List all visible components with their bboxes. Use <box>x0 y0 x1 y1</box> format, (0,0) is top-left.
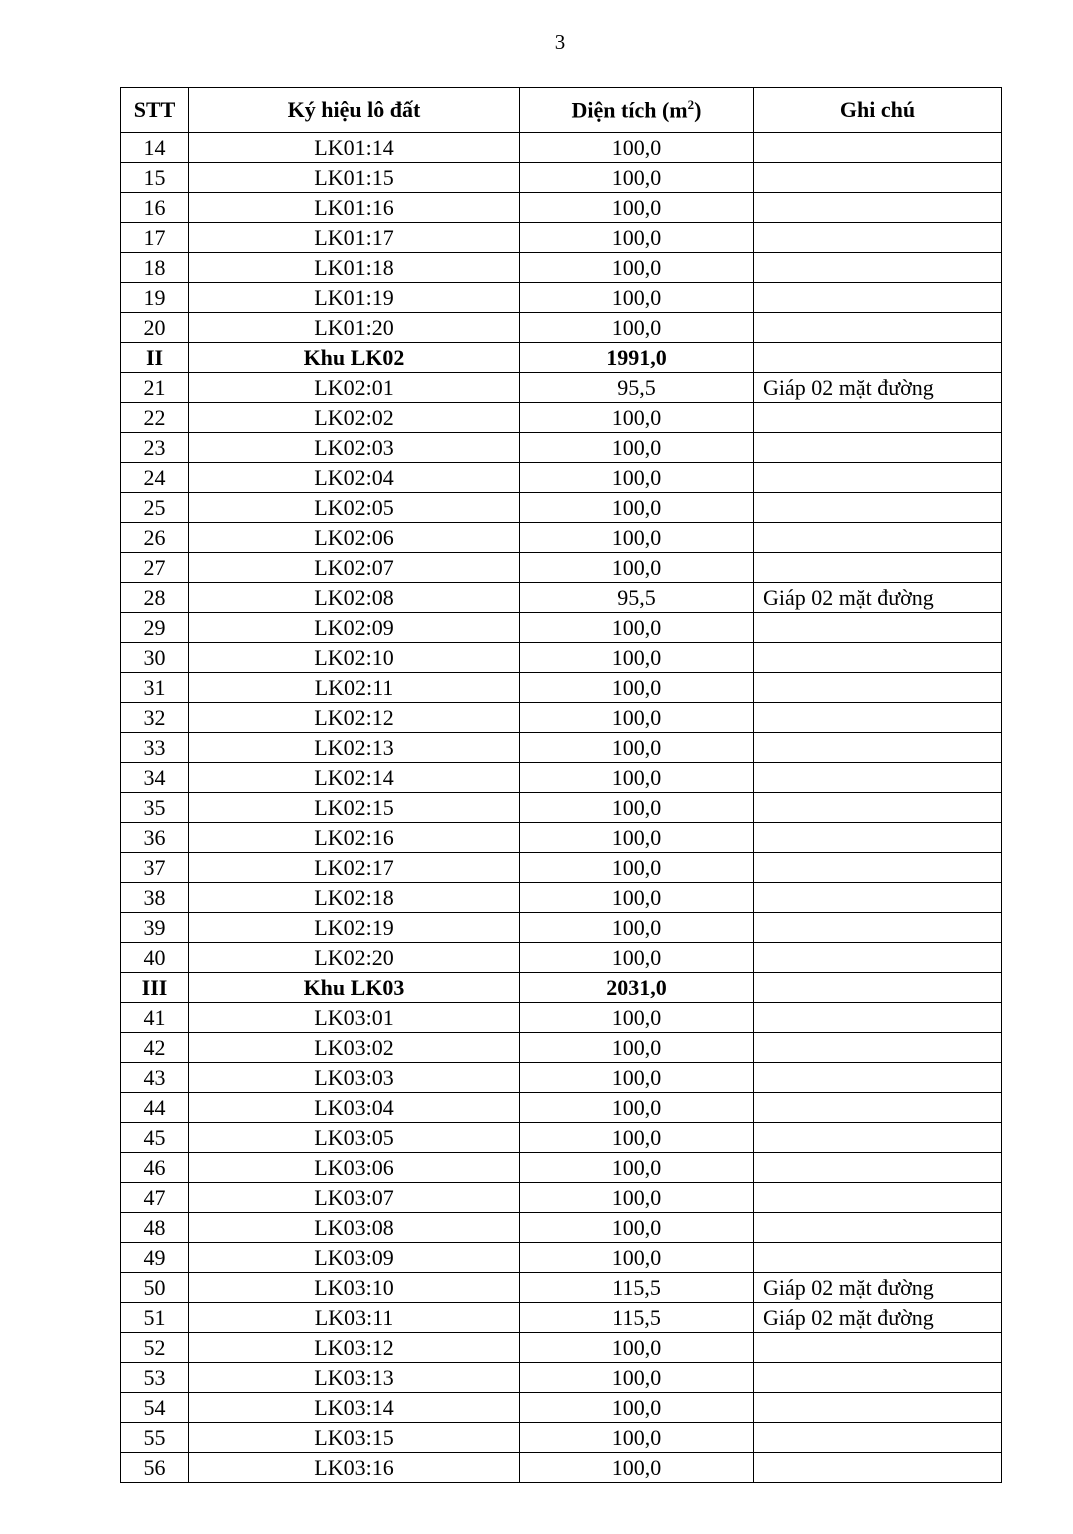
cell-area: 100,0 <box>520 1393 754 1423</box>
cell-note <box>754 1453 1002 1483</box>
table-row <box>121 1123 1002 1153</box>
cell-area: 100,0 <box>520 1423 754 1453</box>
cell-stt: 17 <box>121 223 189 253</box>
cell-lot-code: LK02:11 <box>189 673 520 703</box>
cell-note: Giáp 02 mặt đường <box>754 373 1002 403</box>
cell-note <box>754 493 1002 523</box>
table-row <box>121 943 1002 973</box>
cell-stt: II <box>121 343 189 373</box>
cell-area: 100,0 <box>520 613 754 643</box>
table-row <box>121 1393 1002 1423</box>
cell-lot-code: LK03:12 <box>189 1333 520 1363</box>
table-row <box>121 1453 1002 1483</box>
cell-area: 100,0 <box>520 403 754 433</box>
cell-stt: 37 <box>121 853 189 883</box>
cell-area: 100,0 <box>520 943 754 973</box>
cell-stt: 18 <box>121 253 189 283</box>
cell-lot-code: LK02:12 <box>189 703 520 733</box>
cell-note <box>754 403 1002 433</box>
cell-lot-code: Khu LK03 <box>189 973 520 1003</box>
table-row <box>121 793 1002 823</box>
cell-note <box>754 613 1002 643</box>
cell-lot-code: LK02:05 <box>189 493 520 523</box>
header-note: Ghi chú <box>754 88 1002 133</box>
cell-note <box>754 133 1002 163</box>
cell-note <box>754 1363 1002 1393</box>
cell-area: 100,0 <box>520 1363 754 1393</box>
table-row <box>121 853 1002 883</box>
table-row <box>121 1333 1002 1363</box>
cell-stt: 24 <box>121 463 189 493</box>
cell-area: 100,0 <box>520 1333 754 1363</box>
table-row <box>121 763 1002 793</box>
table-row <box>121 883 1002 913</box>
cell-lot-code: LK01:17 <box>189 223 520 253</box>
cell-lot-code: LK03:15 <box>189 1423 520 1453</box>
table-row <box>121 283 1002 313</box>
cell-lot-code: LK02:03 <box>189 433 520 463</box>
cell-note <box>754 463 1002 493</box>
cell-stt: 35 <box>121 793 189 823</box>
cell-note <box>754 1213 1002 1243</box>
table-row <box>121 133 1002 163</box>
table-row <box>121 1063 1002 1093</box>
cell-stt: 42 <box>121 1033 189 1063</box>
cell-stt: 29 <box>121 613 189 643</box>
header-area-unit-exponent: 2 <box>687 96 695 112</box>
cell-stt: 41 <box>121 1003 189 1033</box>
cell-lot-code: LK02:09 <box>189 613 520 643</box>
cell-note <box>754 1153 1002 1183</box>
header-stt: STT <box>121 88 189 133</box>
table-row <box>121 253 1002 283</box>
cell-area: 100,0 <box>520 223 754 253</box>
cell-note <box>754 313 1002 343</box>
table-row <box>121 1003 1002 1033</box>
cell-lot-code: LK03:01 <box>189 1003 520 1033</box>
cell-lot-code: LK02:17 <box>189 853 520 883</box>
cell-lot-code: LK03:08 <box>189 1213 520 1243</box>
cell-lot-code: LK03:11 <box>189 1303 520 1333</box>
cell-area: 100,0 <box>520 1003 754 1033</box>
table-group-row <box>121 343 1002 373</box>
cell-lot-code: LK02:04 <box>189 463 520 493</box>
cell-area: 115,5 <box>520 1303 754 1333</box>
cell-lot-code: LK02:18 <box>189 883 520 913</box>
cell-lot-code: LK02:13 <box>189 733 520 763</box>
cell-area: 100,0 <box>520 1183 754 1213</box>
cell-lot-code: LK03:02 <box>189 1033 520 1063</box>
cell-area: 100,0 <box>520 673 754 703</box>
cell-stt: 33 <box>121 733 189 763</box>
cell-lot-code: LK02:02 <box>189 403 520 433</box>
cell-note <box>754 523 1002 553</box>
cell-area: 100,0 <box>520 763 754 793</box>
table-header-row <box>121 88 1002 133</box>
cell-stt: 40 <box>121 943 189 973</box>
cell-lot-code: Khu LK02 <box>189 343 520 373</box>
cell-lot-code: LK01:18 <box>189 253 520 283</box>
cell-stt: 21 <box>121 373 189 403</box>
cell-stt: 25 <box>121 493 189 523</box>
cell-area: 100,0 <box>520 643 754 673</box>
cell-lot-code: LK02:10 <box>189 643 520 673</box>
table-row <box>121 1243 1002 1273</box>
cell-note <box>754 1003 1002 1033</box>
cell-lot-code: LK03:06 <box>189 1153 520 1183</box>
cell-stt: 45 <box>121 1123 189 1153</box>
cell-lot-code: LK02:01 <box>189 373 520 403</box>
cell-note <box>754 703 1002 733</box>
cell-stt: 52 <box>121 1333 189 1363</box>
cell-area: 100,0 <box>520 703 754 733</box>
cell-stt: 50 <box>121 1273 189 1303</box>
cell-area: 2031,0 <box>520 973 754 1003</box>
cell-area: 1991,0 <box>520 343 754 373</box>
table-row <box>121 1303 1002 1333</box>
cell-note <box>754 763 1002 793</box>
cell-note <box>754 163 1002 193</box>
cell-area: 100,0 <box>520 853 754 883</box>
cell-note <box>754 973 1002 1003</box>
cell-stt: 53 <box>121 1363 189 1393</box>
cell-note <box>754 1183 1002 1213</box>
table-row <box>121 673 1002 703</box>
cell-area: 115,5 <box>520 1273 754 1303</box>
table-row <box>121 913 1002 943</box>
cell-stt: 20 <box>121 313 189 343</box>
header-area-close: ) <box>694 97 702 123</box>
cell-stt: 32 <box>121 703 189 733</box>
header-area <box>520 88 754 133</box>
cell-lot-code: LK03:16 <box>189 1453 520 1483</box>
cell-area: 100,0 <box>520 313 754 343</box>
cell-note: Giáp 02 mặt đường <box>754 583 1002 613</box>
cell-lot-code: LK02:14 <box>189 763 520 793</box>
table-row <box>121 733 1002 763</box>
cell-area: 100,0 <box>520 1123 754 1153</box>
cell-note <box>754 853 1002 883</box>
cell-lot-code: LK02:15 <box>189 793 520 823</box>
cell-lot-code: LK02:20 <box>189 943 520 973</box>
cell-area: 100,0 <box>520 523 754 553</box>
cell-stt: 23 <box>121 433 189 463</box>
cell-lot-code: LK03:07 <box>189 1183 520 1213</box>
cell-lot-code: LK02:16 <box>189 823 520 853</box>
cell-area: 100,0 <box>520 733 754 763</box>
cell-area: 100,0 <box>520 793 754 823</box>
table-row <box>121 193 1002 223</box>
cell-note <box>754 223 1002 253</box>
cell-stt: 15 <box>121 163 189 193</box>
table-row <box>121 523 1002 553</box>
table-row <box>121 1423 1002 1453</box>
cell-note <box>754 343 1002 373</box>
table-row <box>121 1093 1002 1123</box>
cell-lot-code: LK02:08 <box>189 583 520 613</box>
cell-stt: III <box>121 973 189 1003</box>
cell-note: Giáp 02 mặt đường <box>754 1303 1002 1333</box>
cell-area: 100,0 <box>520 1153 754 1183</box>
cell-lot-code: LK02:06 <box>189 523 520 553</box>
cell-lot-code: LK01:20 <box>189 313 520 343</box>
cell-stt: 47 <box>121 1183 189 1213</box>
cell-note <box>754 643 1002 673</box>
table-row <box>121 553 1002 583</box>
cell-note <box>754 883 1002 913</box>
cell-note <box>754 673 1002 703</box>
cell-note <box>754 1123 1002 1153</box>
cell-area: 100,0 <box>520 1093 754 1123</box>
cell-area: 100,0 <box>520 913 754 943</box>
table-row <box>121 463 1002 493</box>
cell-note <box>754 253 1002 283</box>
table-row <box>121 223 1002 253</box>
cell-note <box>754 1423 1002 1453</box>
cell-lot-code: LK03:13 <box>189 1363 520 1393</box>
table-row <box>121 313 1002 343</box>
cell-note: Giáp 02 mặt đường <box>754 1273 1002 1303</box>
cell-lot-code: LK02:19 <box>189 913 520 943</box>
cell-area: 100,0 <box>520 433 754 463</box>
cell-note <box>754 553 1002 583</box>
cell-lot-code: LK03:03 <box>189 1063 520 1093</box>
cell-stt: 46 <box>121 1153 189 1183</box>
cell-area: 95,5 <box>520 583 754 613</box>
cell-lot-code: LK03:09 <box>189 1243 520 1273</box>
cell-stt: 28 <box>121 583 189 613</box>
cell-stt: 43 <box>121 1063 189 1093</box>
cell-lot-code: LK03:10 <box>189 1273 520 1303</box>
table-row <box>121 823 1002 853</box>
cell-stt: 30 <box>121 643 189 673</box>
table-row <box>121 643 1002 673</box>
table-row <box>121 163 1002 193</box>
header-lot-code: Ký hiệu lô đất <box>189 88 520 133</box>
table-row <box>121 613 1002 643</box>
cell-stt: 48 <box>121 1213 189 1243</box>
cell-stt: 38 <box>121 883 189 913</box>
cell-note <box>754 1393 1002 1423</box>
table-row <box>121 373 1002 403</box>
cell-lot-code: LK01:15 <box>189 163 520 193</box>
cell-area: 100,0 <box>520 823 754 853</box>
table-body <box>121 133 1002 1483</box>
cell-note <box>754 913 1002 943</box>
cell-area: 100,0 <box>520 463 754 493</box>
cell-area: 100,0 <box>520 193 754 223</box>
cell-note <box>754 1333 1002 1363</box>
cell-area: 100,0 <box>520 133 754 163</box>
page-number: 3 <box>554 30 566 54</box>
table-row <box>121 703 1002 733</box>
cell-area: 95,5 <box>520 373 754 403</box>
land-lot-table <box>120 87 1002 1483</box>
cell-stt: 56 <box>121 1453 189 1483</box>
table-row <box>121 433 1002 463</box>
cell-area: 100,0 <box>520 493 754 523</box>
table-row <box>121 1213 1002 1243</box>
cell-area: 100,0 <box>520 1063 754 1093</box>
cell-note <box>754 1093 1002 1123</box>
cell-stt: 36 <box>121 823 189 853</box>
cell-stt: 14 <box>121 133 189 163</box>
cell-note <box>754 1033 1002 1063</box>
cell-stt: 49 <box>121 1243 189 1273</box>
cell-area: 100,0 <box>520 1453 754 1483</box>
header-area-label: Diện tích (m <box>571 97 688 123</box>
cell-lot-code: LK01:19 <box>189 283 520 313</box>
table-row <box>121 583 1002 613</box>
cell-area: 100,0 <box>520 163 754 193</box>
cell-note <box>754 1243 1002 1273</box>
cell-lot-code: LK03:05 <box>189 1123 520 1153</box>
table-row <box>121 493 1002 523</box>
table-row <box>121 403 1002 433</box>
cell-lot-code: LK02:07 <box>189 553 520 583</box>
cell-stt: 54 <box>121 1393 189 1423</box>
cell-stt: 34 <box>121 763 189 793</box>
cell-note <box>754 433 1002 463</box>
cell-note <box>754 943 1002 973</box>
cell-note <box>754 823 1002 853</box>
table-row <box>121 1153 1002 1183</box>
cell-lot-code: LK01:16 <box>189 193 520 223</box>
cell-area: 100,0 <box>520 883 754 913</box>
cell-stt: 22 <box>121 403 189 433</box>
table-row <box>121 1033 1002 1063</box>
cell-area: 100,0 <box>520 553 754 583</box>
cell-stt: 55 <box>121 1423 189 1453</box>
cell-note <box>754 733 1002 763</box>
cell-stt: 31 <box>121 673 189 703</box>
cell-stt: 27 <box>121 553 189 583</box>
cell-stt: 39 <box>121 913 189 943</box>
table-row <box>121 1273 1002 1303</box>
cell-area: 100,0 <box>520 253 754 283</box>
cell-stt: 19 <box>121 283 189 313</box>
cell-area: 100,0 <box>520 283 754 313</box>
cell-note <box>754 793 1002 823</box>
table-row <box>121 1183 1002 1213</box>
cell-stt: 16 <box>121 193 189 223</box>
cell-lot-code: LK03:14 <box>189 1393 520 1423</box>
cell-lot-code: LK03:04 <box>189 1093 520 1123</box>
cell-note <box>754 283 1002 313</box>
cell-stt: 44 <box>121 1093 189 1123</box>
cell-area: 100,0 <box>520 1213 754 1243</box>
cell-area: 100,0 <box>520 1243 754 1273</box>
table-row <box>121 1363 1002 1393</box>
cell-area: 100,0 <box>520 1033 754 1063</box>
cell-stt: 51 <box>121 1303 189 1333</box>
cell-lot-code: LK01:14 <box>189 133 520 163</box>
cell-note <box>754 193 1002 223</box>
table-group-row <box>121 973 1002 1003</box>
cell-stt: 26 <box>121 523 189 553</box>
cell-note <box>754 1063 1002 1093</box>
